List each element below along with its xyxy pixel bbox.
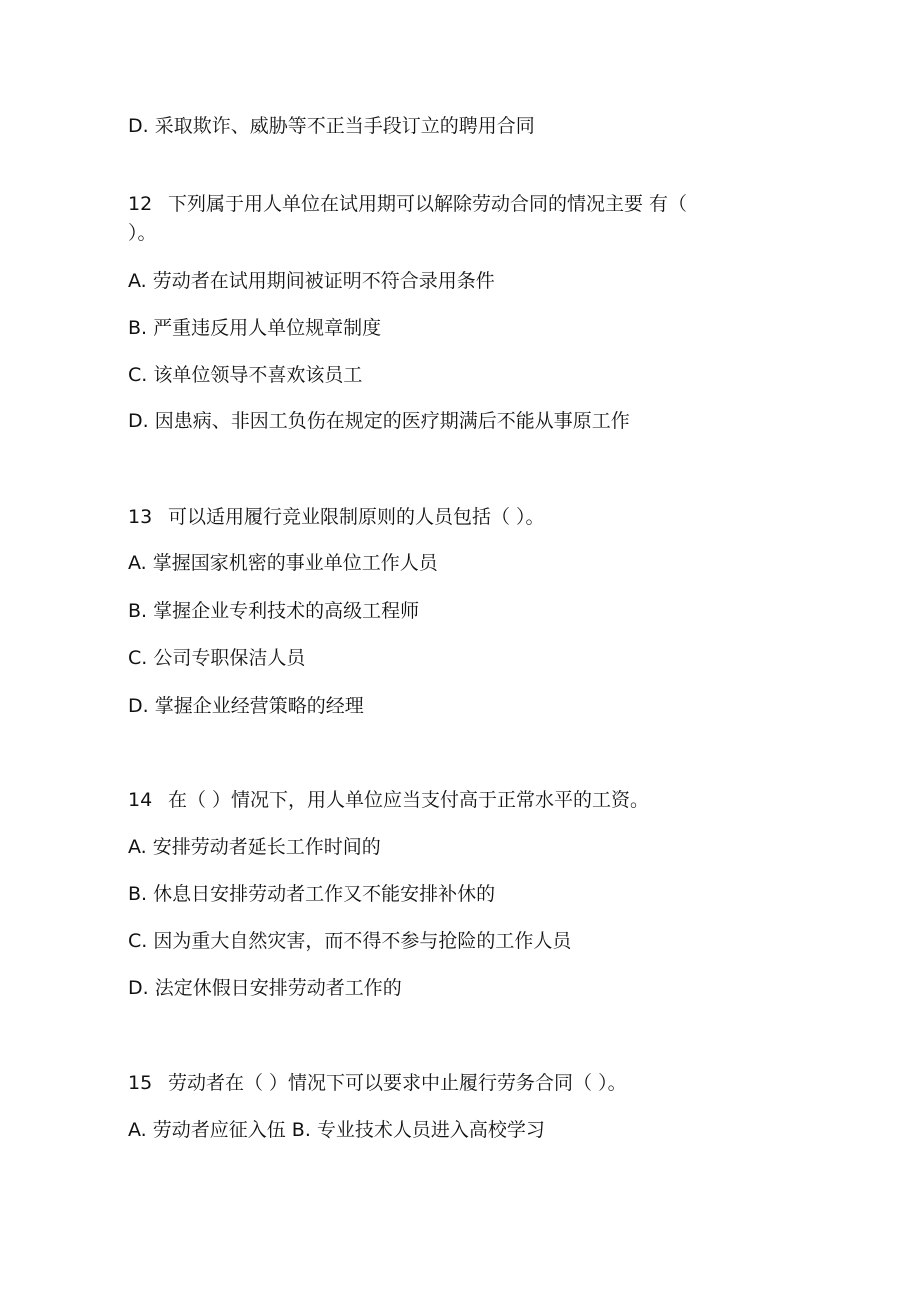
q12-stem-line1: 下列属于用人单位在试用期可以解除劳动合同的情况主要 有（ xyxy=(168,193,688,215)
q14-stem xyxy=(128,788,649,812)
q13-stem-text: 可以适用履行竞业限制原则的人员包括（ ）。 xyxy=(168,506,545,528)
q14-option-b: B. 休息日安排劳动者工作又不能安排补休的 xyxy=(128,883,496,905)
q13-option-c: C. 公司专职保洁人员 xyxy=(128,647,306,669)
q13-option-b: B. 掌握企业专利技术的高级工程师 xyxy=(128,600,420,622)
q12-number: 12 xyxy=(128,193,153,215)
q12-option-a: A. 劳动者在试用期间被证明不符合录用条件 xyxy=(128,270,495,292)
q13-option-a: A. 掌握国家机密的事业单位工作人员 xyxy=(128,552,438,574)
q15-number: 15 xyxy=(128,1072,153,1094)
q13-number: 13 xyxy=(128,506,153,528)
q12-stem xyxy=(128,192,687,216)
q15-stem-text: 劳动者在（ ）情况下可以要求中止履行劳务合同（ ）。 xyxy=(168,1072,627,1094)
q12-option-d: D. 因患病、非因工负伤在规定的医疗期满后不能从事原工作 xyxy=(128,410,630,432)
q14-number: 14 xyxy=(128,789,153,811)
q13-stem xyxy=(128,505,545,529)
q15-stem xyxy=(128,1071,627,1095)
q12-stem-line2: ）。 xyxy=(128,222,157,244)
q14-option-a: A. 安排劳动者延长工作时间的 xyxy=(128,836,381,858)
q12-option-c: C. 该单位领导不喜欢该员工 xyxy=(128,364,363,386)
q15-options-line: A. 劳动者应征入伍 B. 专业技术人员进入高校学习 xyxy=(128,1119,545,1141)
q14-option-d: D. 法定休假日安排劳动者工作的 xyxy=(128,977,402,999)
q13-option-d: D. 掌握企业经营策略的经理 xyxy=(128,695,364,717)
q12-option-b: B. 严重违反用人单位规章制度 xyxy=(128,317,382,339)
q14-stem-text: 在（ ）情况下，用人单位应当支付高于正常水平的工资。 xyxy=(168,789,650,811)
q11-option-d: D. 采取欺诈、威胁等不正当手段订立的聘用合同 xyxy=(128,115,535,137)
q14-option-c: C. 因为重大自然灾害，而不得不参与抢险的工作人员 xyxy=(128,930,572,952)
